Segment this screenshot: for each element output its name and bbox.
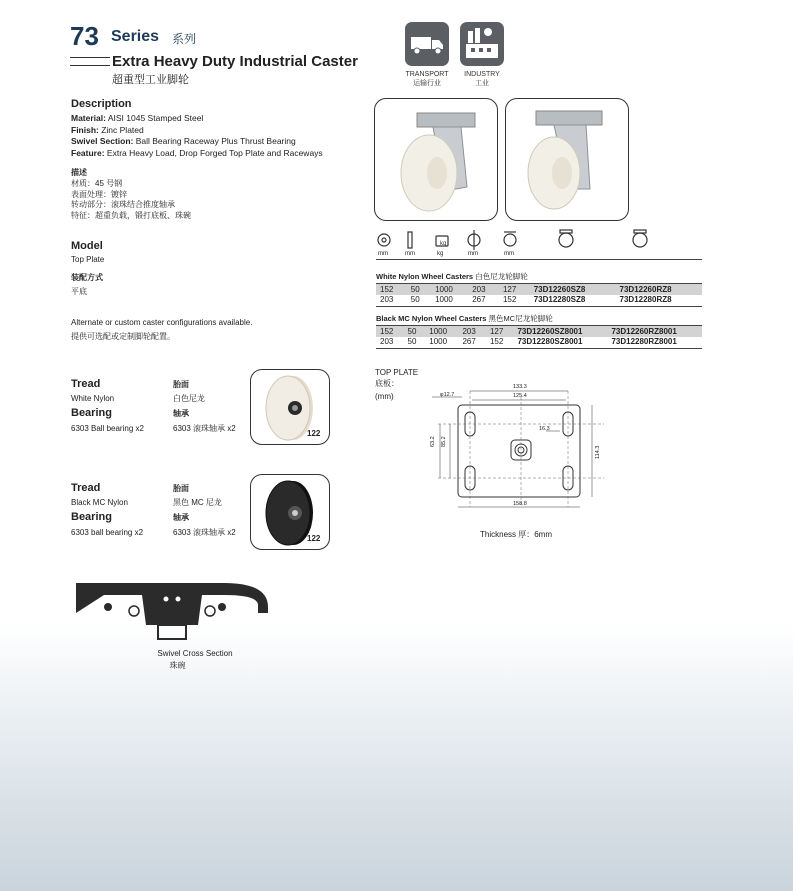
custom-note-cn: 提供可选配或定制脚轮配置。 bbox=[71, 332, 175, 341]
table-row: 152 50 1000 203 127 73D12260SZ8001 73D12260RZ8001 bbox=[376, 326, 702, 337]
model-value-cn: 平底 bbox=[71, 287, 87, 296]
description-lines: Material: AISI 1045 Stamped Steel Finish: Zinc Plated Swivel Section: Ball Bearing Raceway Plus Thrust Bearing Feature: Extra Heavy Load, Drop Forged Top Plate and Raceways bbox=[71, 113, 323, 158]
model-heading: Model bbox=[71, 240, 103, 252]
dim-inner-w: 125.4 bbox=[513, 393, 527, 399]
truck-icon bbox=[405, 22, 449, 66]
wheel-badge: 122 bbox=[307, 534, 321, 543]
top-plate-unit: (mm) bbox=[375, 392, 394, 401]
industry-label-cn: 工业 bbox=[475, 80, 489, 87]
transport-label: TRANSPORT bbox=[405, 71, 449, 78]
dim-hole-dia: φ12.7 bbox=[440, 392, 455, 398]
model-heading-cn: 装配方式 bbox=[71, 273, 103, 282]
description-lines-cn: 材质：45 号钢 表面处理：镀锌 转动部分：滚珠结合推度轴承 特征：超重负载，锻打底板、珠碗 bbox=[71, 179, 191, 220]
model-value: Top Plate bbox=[71, 255, 105, 264]
dim-outer-w: 158.8 bbox=[513, 501, 527, 507]
divider bbox=[376, 259, 702, 260]
wheel-badge: 122 bbox=[307, 429, 321, 438]
dim-side-a: 63.2 bbox=[430, 436, 436, 447]
black-wheel-photo bbox=[250, 474, 330, 550]
white-wheel-photo bbox=[250, 369, 330, 445]
description-heading: Description bbox=[71, 98, 132, 110]
top-plate-title-cn: 底板： bbox=[375, 379, 399, 388]
custom-note: Alternate or custom caster configurations available. bbox=[71, 318, 253, 327]
dim-outer-h: 114.3 bbox=[595, 445, 601, 459]
plate-thickness: Thickness 厚：6mm bbox=[480, 530, 553, 539]
dim-side-b: 85.2 bbox=[441, 436, 447, 447]
cross-section-label-cn: 珠碗 bbox=[169, 661, 186, 670]
swivel-caster-photo bbox=[374, 98, 498, 221]
series-number: 73 bbox=[70, 21, 99, 51]
series-cn: 系列 bbox=[172, 32, 197, 46]
table-row: 203 50 1000 267 152 73D12280SZ8001 73D12280RZ8001 bbox=[380, 337, 677, 347]
transport-label-cn: 运输行业 bbox=[413, 80, 441, 87]
industry-label: INDUSTRY bbox=[464, 71, 500, 78]
top-plate-drawing bbox=[428, 383, 608, 513]
description-heading-cn: 描述 bbox=[71, 168, 87, 177]
page-title: Extra Heavy Duty Industrial Caster bbox=[112, 53, 358, 70]
spec-table-black bbox=[376, 326, 702, 347]
swivel-cross-section-drawing bbox=[74, 577, 270, 645]
rigid-caster-photo bbox=[505, 98, 629, 221]
table-row: 152 50 1000 203 127 73D12260SZ8 73D12260RZ8 bbox=[376, 284, 702, 295]
page-title-cn: 超重型工业脚轮 bbox=[112, 74, 189, 86]
table-group-title: White Nylon Wheel Casters 白色尼龙轮脚轮 bbox=[376, 272, 528, 281]
table-row: 203 50 1000 267 152 73D12280SZ8 73D12280RZ8 bbox=[380, 295, 672, 305]
spec-icon-row bbox=[376, 228, 701, 258]
series-word: Series bbox=[111, 28, 160, 45]
title-decoration bbox=[70, 57, 110, 66]
factory-icon bbox=[460, 22, 504, 66]
table-group-title: Black MC Nylon Wheel Casters 黑色MC尼龙轮脚轮 bbox=[376, 314, 553, 323]
spec-table-white bbox=[376, 284, 702, 305]
top-plate-title: TOP PLATE bbox=[375, 368, 419, 377]
cross-section-label: Swivel Cross Section bbox=[157, 649, 233, 658]
dim-hole-w: 133.3 bbox=[513, 384, 527, 390]
svg-text:kg: kg bbox=[440, 241, 447, 247]
dim-slot: 16.3 bbox=[539, 426, 550, 432]
